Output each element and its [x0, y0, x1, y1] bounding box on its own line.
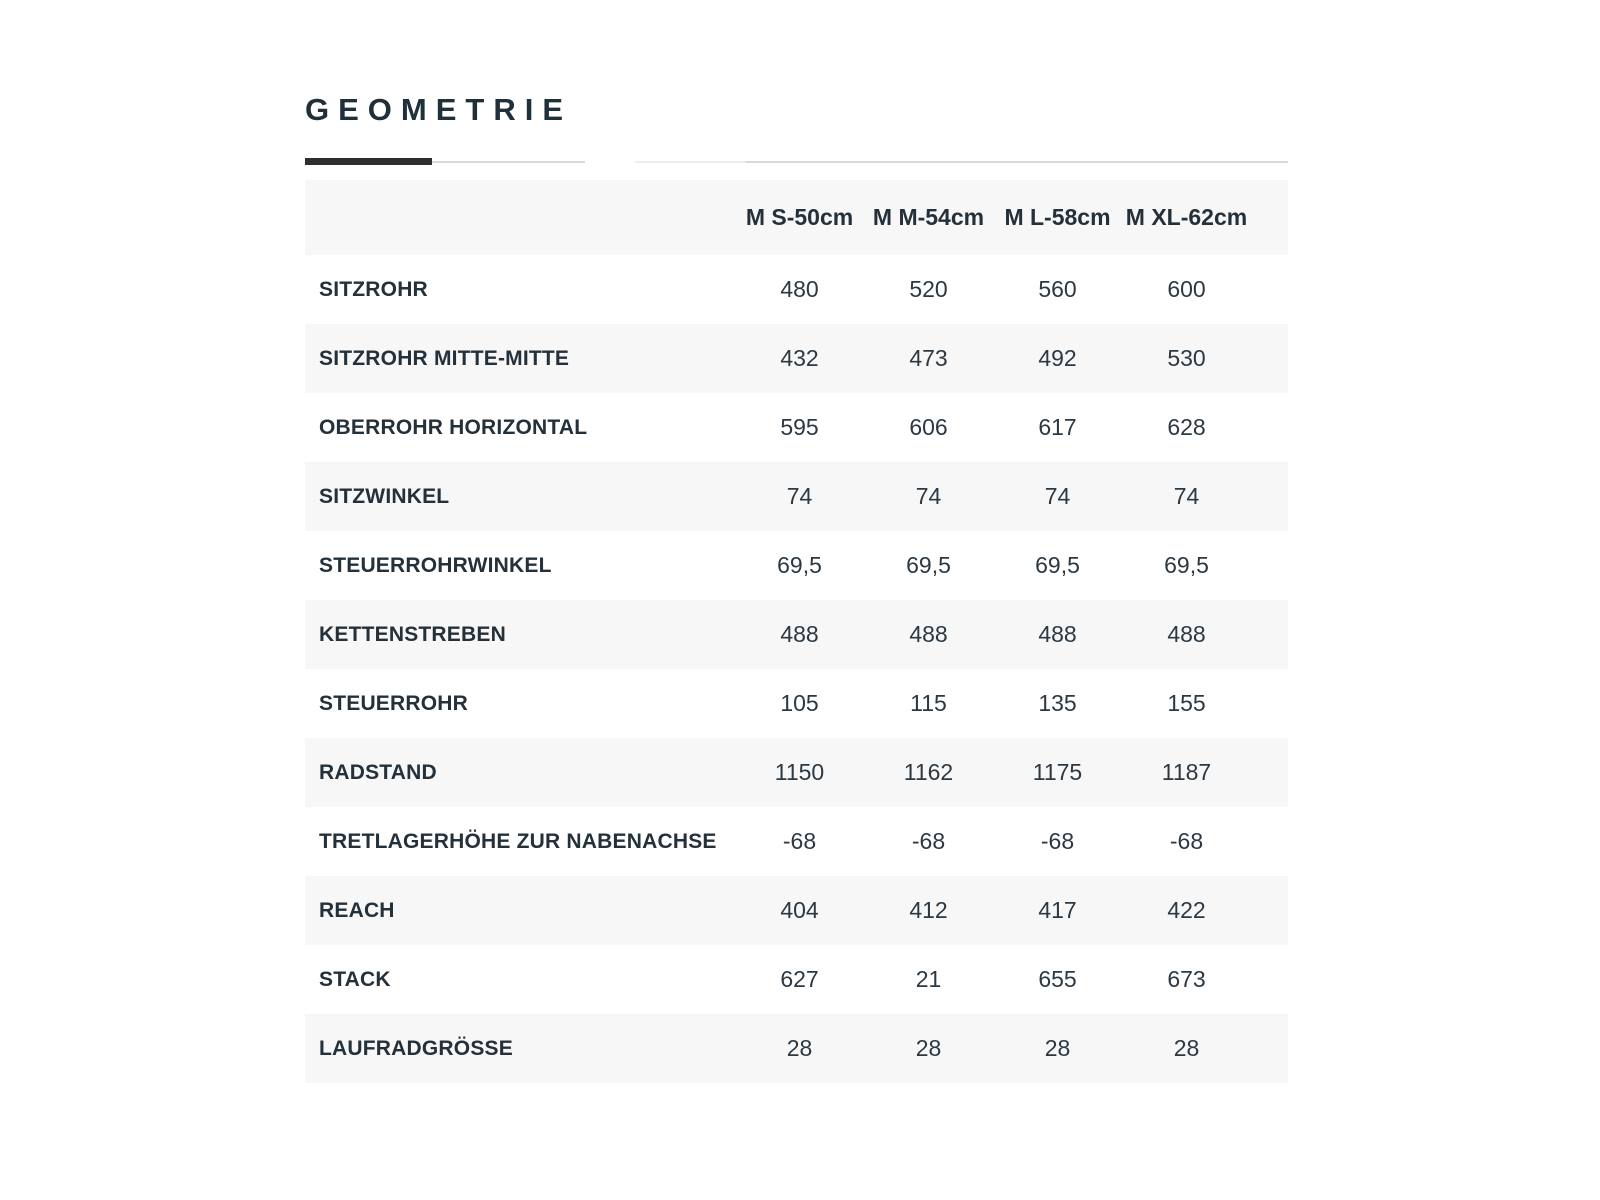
row-value: 74: [915, 483, 942, 509]
row-value: 404: [780, 897, 819, 923]
row-value: 606: [909, 414, 948, 440]
row-value: 627: [780, 966, 819, 992]
column-header-size-l: M L-58cm: [1004, 204, 1111, 230]
row-value: 1150: [774, 759, 825, 785]
row-label: TRETLAGERHÖHE ZUR NABENACHSE: [319, 829, 717, 853]
table-row-kettenstreben: [305, 600, 1288, 669]
table-row-reach: [305, 876, 1288, 945]
row-value: 488: [1167, 621, 1206, 647]
row-value: 600: [1167, 276, 1206, 302]
row-value: 655: [1038, 966, 1077, 992]
divider-line: [432, 161, 1288, 163]
row-value: 28: [1044, 1035, 1071, 1061]
table-header-row: [305, 180, 1288, 255]
row-value: 488: [1038, 621, 1077, 647]
row-value: 1175: [1032, 759, 1083, 785]
row-value: -68: [1169, 828, 1204, 854]
row-value: 520: [909, 276, 948, 302]
section-title: GEOMETRIE: [305, 92, 573, 127]
row-value: 1162: [903, 759, 954, 785]
row-label: STACK: [319, 967, 391, 991]
row-value: -68: [911, 828, 946, 854]
row-value: 488: [780, 621, 819, 647]
row-value: 69,5: [777, 552, 822, 578]
row-value: 488: [909, 621, 948, 647]
row-label: KETTENSTREBEN: [319, 622, 506, 646]
column-header-size-xl: M XL-62cm: [1125, 204, 1248, 230]
table-row-sitzrohr: [305, 255, 1288, 324]
row-value: 115: [910, 690, 947, 716]
table-row-laufradgroesse: [305, 1014, 1288, 1083]
row-label: SITZROHR MITTE-MITTE: [319, 346, 570, 370]
row-value: 69,5: [1164, 552, 1209, 578]
row-label: STEUERROHRWINKEL: [319, 553, 552, 577]
row-value: 28: [786, 1035, 813, 1061]
table-row-sitzwinkel: [305, 462, 1288, 531]
column-header-size-s: M S-50cm: [745, 204, 854, 230]
row-value: 422: [1167, 897, 1206, 923]
row-label: RADSTAND: [319, 760, 437, 784]
row-value: 595: [780, 414, 819, 440]
row-value: 1187: [1161, 759, 1212, 785]
column-header-size-m: M M-54cm: [872, 204, 985, 230]
row-label: SITZWINKEL: [319, 484, 450, 508]
table-row-radstand: [305, 738, 1288, 807]
row-value: 530: [1167, 345, 1206, 371]
row-value: 412: [909, 897, 948, 923]
row-value: 28: [915, 1035, 942, 1061]
row-value: 432: [780, 345, 819, 371]
row-value: 473: [909, 345, 948, 371]
row-label: REACH: [319, 898, 395, 922]
row-label: SITZROHR: [319, 277, 428, 301]
row-value: 417: [1038, 897, 1077, 923]
row-value: 74: [786, 483, 813, 509]
table-row-steuerrohrwinkel: [305, 531, 1288, 600]
title-divider: [305, 158, 1288, 166]
row-value: 28: [1173, 1035, 1200, 1061]
table-row-stack: [305, 945, 1288, 1014]
row-label: LAUFRADGRÖSSE: [319, 1036, 513, 1060]
row-value: 155: [1167, 690, 1206, 716]
row-value: 673: [1167, 966, 1206, 992]
row-value: 135: [1038, 690, 1077, 716]
row-value: 617: [1038, 414, 1077, 440]
table-row-steuerrohr: [305, 669, 1288, 738]
row-label: STEUERROHR: [319, 691, 469, 715]
table-row-oberrohr-horizontal: [305, 393, 1288, 462]
row-value: 74: [1173, 483, 1200, 509]
row-value: 69,5: [1035, 552, 1080, 578]
row-value: 628: [1167, 414, 1206, 440]
row-value: 69,5: [906, 552, 951, 578]
row-value: 560: [1038, 276, 1077, 302]
table-row-tretlagerhoehe: [305, 807, 1288, 876]
table-row-sitzrohr-mitte-mitte: [305, 324, 1288, 393]
row-label: OBERROHR HORIZONTAL: [319, 415, 588, 439]
row-value: 21: [915, 966, 942, 992]
divider-accent-bar: [305, 158, 432, 165]
row-value: 105: [780, 690, 819, 716]
row-value: -68: [782, 828, 817, 854]
row-value: 492: [1038, 345, 1077, 371]
geometry-table: [305, 180, 1288, 1083]
row-value: -68: [1040, 828, 1075, 854]
row-value: 480: [780, 276, 819, 302]
row-value: 74: [1044, 483, 1071, 509]
